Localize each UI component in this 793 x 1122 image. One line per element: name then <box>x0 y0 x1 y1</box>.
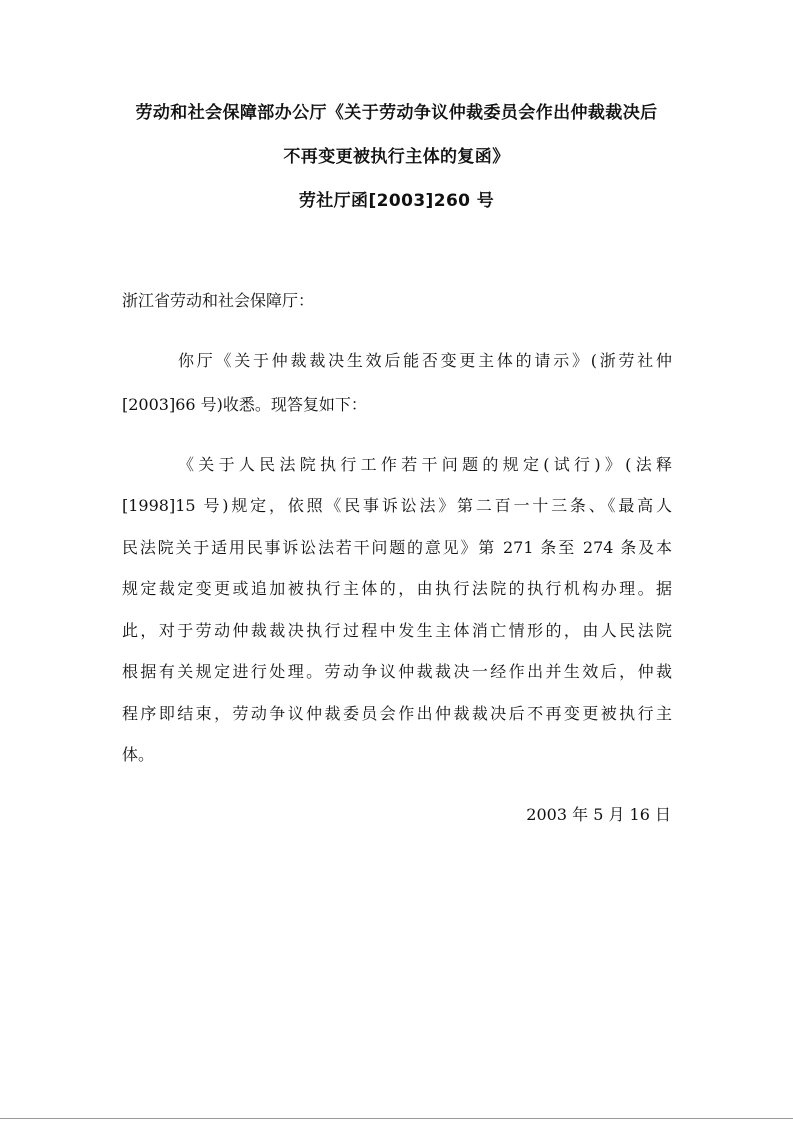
paragraph-2-line-7: 程序即结束，劳动争议仲裁委员会作出仲裁裁决后不再变更被执行主 <box>122 704 672 723</box>
document-title-line-1: 劳动和社会保障部办公厅《关于劳动争议仲裁委员会作出仲裁裁决后 <box>135 103 658 123</box>
paragraph-1-line-1: 你厅《关于仲裁裁决生效后能否变更主体的请示》(浙劳社仲 <box>178 351 672 370</box>
paragraph-2-line-6: 根据有关规定进行处理。劳动争议仲裁裁决一经作出并生效后，仲裁 <box>122 662 672 681</box>
paragraph-2-line-2: [1998]15 号)规定，依照《民事诉讼法》第二百一十三条、《最高人 <box>122 496 672 515</box>
paragraph-1-line-2: [2003]66 号)收悉。现答复如下： <box>122 395 367 414</box>
paragraph-2-line-5: 此，对于劳动仲裁裁决执行过程中发生主体消亡情形的，由人民法院 <box>122 621 672 640</box>
paragraph-2-line-8: 体。 <box>122 745 155 764</box>
paragraph-2-line-3: 民法院关于适用民事诉讼法若干问题的意见》第 271 条至 274 条及本 <box>122 538 672 557</box>
paragraph-2-line-1: 《关于人民法院执行工作若干问题的规定(试行)》(法释 <box>178 455 672 474</box>
document-number: 劳社厅函[2003]260 号 <box>298 191 495 211</box>
addressee: 浙江省劳动和社会保障厅： <box>122 291 315 310</box>
document-date: 2003 年 5 月 16 日 <box>526 805 671 824</box>
paragraph-2-line-4: 规定裁定变更或追加被执行主体的，由执行法院的执行机构办理。据 <box>122 579 672 598</box>
page-bottom-divider <box>0 1118 793 1119</box>
document-title-line-2: 不再变更被执行主体的复函》 <box>283 147 510 167</box>
